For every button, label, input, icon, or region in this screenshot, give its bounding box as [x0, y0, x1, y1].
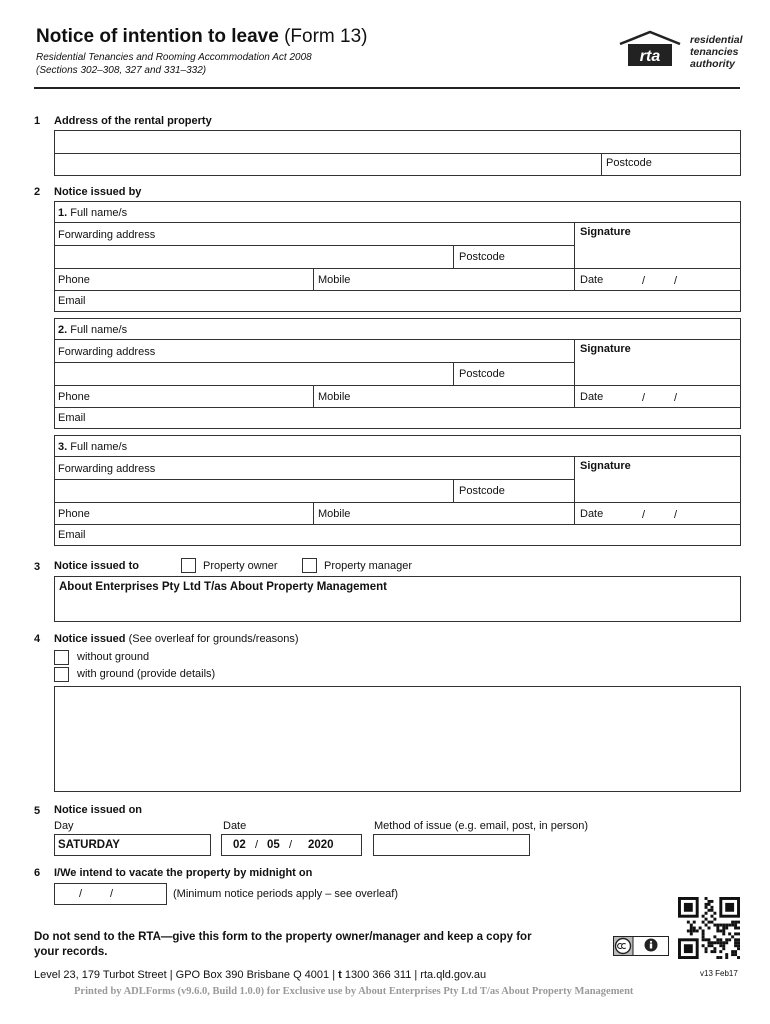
tenant-1-signature-label: [580, 226, 631, 238]
tenant-1-mobile-divider: [313, 268, 314, 290]
logo-wordmark: [690, 34, 743, 70]
logo-line-3: authority: [690, 58, 735, 70]
tenant-2-signature-field[interactable]: [576, 359, 739, 385]
with-ground-checkbox[interactable]: [54, 667, 69, 682]
vacate-date-field[interactable]: [54, 883, 167, 905]
issue-date-sep-1: /: [255, 839, 259, 851]
property-address-line-2-field[interactable]: [55, 154, 601, 176]
creative-commons-badge: [613, 936, 669, 956]
tenant-1-signature-field[interactable]: [576, 242, 739, 268]
issue-date-day: 02: [233, 839, 246, 851]
property-owner-checkbox[interactable]: [181, 558, 196, 573]
tenant-1-postcode-divider: [453, 245, 454, 268]
tenant-2-index: 2.: [58, 324, 68, 336]
tenant-2-forwarding-line-2-field[interactable]: [55, 363, 453, 385]
section-6-heading: I/We intend to vacate the property by midnight on: [54, 867, 313, 879]
tenant-3-signature-field[interactable]: [576, 476, 739, 502]
rta-contact-line: [34, 969, 486, 981]
tenant-3-email-field[interactable]: [95, 525, 739, 545]
tenant-2-postcode-divider: [453, 362, 454, 385]
recipient-field[interactable]: [54, 576, 741, 622]
issue-date-month: 05: [267, 839, 280, 851]
tenant-1-fullname-label: [58, 207, 127, 219]
act-line-1: Residential Tenancies and Rooming Accommodation Act 2008: [36, 52, 312, 63]
tenant-3-divider: [55, 456, 740, 457]
section-4-number: 4: [34, 633, 41, 645]
property-owner-label: Property owner: [203, 560, 278, 572]
tenant-1-email-label: Email: [58, 295, 86, 307]
section-1-heading: Address of the rental property: [54, 115, 212, 127]
section-1-number: 1: [34, 115, 41, 127]
tenant-3-mobile-divider: [313, 502, 314, 524]
tenant-1-date-sep-1: /: [642, 275, 646, 287]
tenant-1-phone-label: Phone: [58, 274, 90, 286]
act-reference: [36, 51, 312, 77]
section-6-number: 6: [34, 867, 41, 879]
tenant-2-date-sep-2: /: [674, 392, 678, 404]
tenant-2-date-sep-1: /: [642, 392, 646, 404]
without-ground-label: without ground: [77, 651, 150, 663]
qr-code: [678, 897, 740, 959]
tenant-2-date-field[interactable]: [610, 386, 739, 406]
form-version: v13 Feb17: [700, 969, 738, 978]
tenant-3-fullname-text: Full name/s: [70, 441, 128, 453]
tenant-2-fullname-text: Full name/s: [70, 324, 128, 336]
recipient-value: About Enterprises Pty Ltd T/as About Property Management: [59, 581, 388, 593]
tenant-3-date-sep-1: /: [642, 509, 646, 521]
tenant-2-divider: [55, 339, 740, 340]
tenant-1-phone-field[interactable]: [100, 269, 313, 289]
tenant-3-date-sep-2: /: [674, 509, 678, 521]
tenant-3-block: [54, 435, 741, 546]
property-postcode-label: Postcode: [606, 157, 652, 169]
tenant-1-index: 1.: [58, 207, 68, 219]
section-5-number: 5: [34, 805, 41, 817]
section-3-number: 3: [34, 561, 41, 573]
without-ground-checkbox[interactable]: [54, 650, 69, 665]
issue-date-sep-2: /: [289, 839, 293, 851]
tenant-1-fullname-text: Full name/s: [70, 207, 128, 219]
property-manager-checkbox[interactable]: [302, 558, 317, 573]
property-manager-label: Property manager: [324, 560, 413, 572]
tenant-1-mobile-field[interactable]: [360, 269, 573, 289]
tenant-1-date-sep-2: /: [674, 275, 678, 287]
tenant-1-forwarding-field[interactable]: [165, 224, 573, 244]
tenant-2-mobile-divider: [313, 385, 314, 407]
tenant-1-postcode-label: Postcode: [459, 251, 505, 263]
logo-mark: rta: [639, 48, 661, 65]
property-address-box: [54, 130, 741, 176]
printed-by-watermark: Printed by ADLForms (v9.6.0, Build 1.0.0) for Exclusive use by About Enterprises Pty Ltd T/as About Property Management: [74, 986, 634, 997]
day-label: Day: [54, 820, 74, 832]
tenant-2-signature-label: [580, 343, 631, 355]
tenant-1-email-field[interactable]: [95, 291, 739, 311]
tenant-1-forwarding-line-2-field[interactable]: [55, 246, 453, 268]
tenant-1-signature-text: Signature: [580, 226, 631, 238]
property-address-line-1-field[interactable]: [55, 131, 740, 153]
tenant-1-date-label: Date: [580, 274, 604, 286]
tenant-2-forwarding-field[interactable]: [165, 341, 573, 361]
tenant-2-date-label: Date: [580, 391, 604, 403]
tenant-3-fullname-field[interactable]: [205, 437, 739, 455]
section-5-heading: Notice issued on: [54, 804, 143, 816]
tenant-3-forwarding-field[interactable]: [165, 458, 573, 478]
section-4-heading: [54, 633, 299, 645]
tenant-2-forwarding-label: Forwarding address: [58, 346, 156, 358]
tenant-2-fullname-label: [58, 324, 127, 336]
tenant-2-fullname-field[interactable]: [205, 320, 739, 338]
tenant-2-block: [54, 318, 741, 429]
title-main: Notice of intention to leave: [36, 26, 279, 47]
issue-date-year: 2020: [308, 839, 334, 851]
with-ground-label: with ground (provide details): [77, 668, 216, 680]
postcode-divider: [601, 153, 602, 176]
notice-period-note: (Minimum notice periods apply – see overleaf): [173, 888, 398, 900]
tenant-3-forwarding-line-2-field[interactable]: [55, 480, 453, 502]
tenant-3-mobile-field[interactable]: [360, 503, 573, 523]
tenant-3-fullname-label: [58, 441, 127, 453]
tenant-2-postcode-label: Postcode: [459, 368, 505, 380]
tenant-1-mobile-label: Mobile: [318, 274, 351, 286]
tenant-3-signature-label: [580, 460, 631, 472]
tenant-1-divider: [55, 222, 740, 223]
section-4-heading-note: (See overleaf for grounds/reasons): [128, 633, 299, 645]
section-2-heading: Notice issued by: [54, 186, 142, 198]
logo-line-2: tenancies: [690, 46, 739, 58]
section-3-heading: Notice issued to: [54, 560, 139, 572]
day-field[interactable]: [54, 834, 211, 856]
tenant-3-date-field[interactable]: [610, 503, 739, 523]
tenant-2-signature-text: Signature: [580, 343, 631, 355]
issue-date-field[interactable]: [221, 834, 362, 856]
issue-date-label: Date: [223, 820, 247, 832]
method-of-issue-field[interactable]: [373, 834, 530, 856]
tenant-2-signature-divider: [574, 339, 575, 407]
tenant-2-mobile-label: Mobile: [318, 391, 351, 403]
vacate-date-sep-1: /: [79, 888, 83, 900]
tenant-3-mobile-label: Mobile: [318, 508, 351, 520]
vacate-date-sep-2: /: [110, 888, 114, 900]
tenant-2-mobile-field[interactable]: [360, 386, 573, 406]
section-2-number: 2: [34, 186, 41, 198]
tenant-3-signature-text: Signature: [580, 460, 631, 472]
tenant-1-fullname-field[interactable]: [205, 203, 739, 221]
tenant-3-postcode-divider: [453, 479, 454, 502]
section-4-heading-text: Notice issued: [54, 633, 126, 645]
tenant-2-phone-label: Phone: [58, 391, 90, 403]
tenant-3-signature-divider: [574, 456, 575, 524]
tenant-3-phone-field[interactable]: [100, 503, 313, 523]
tenant-3-phone-label: Phone: [58, 508, 90, 520]
tenant-1-forwarding-label: Forwarding address: [58, 229, 156, 241]
logo-line-1: residential: [690, 34, 743, 46]
tenant-1-block: [54, 201, 741, 312]
method-of-issue-label: Method of issue (e.g. email, post, in person): [374, 820, 588, 832]
tenant-3-index: 3.: [58, 441, 68, 453]
header-divider: [34, 87, 740, 89]
tenant-2-phone-field[interactable]: [100, 386, 313, 406]
form-title: [36, 26, 368, 48]
tenant-3-forwarding-label: Forwarding address: [58, 463, 156, 475]
tenant-3-postcode-label: Postcode: [459, 485, 505, 497]
act-line-2: (Sections 302–308, 327 and 331–332): [36, 65, 207, 76]
tenant-2-email-label: Email: [58, 412, 86, 424]
tenant-2-email-field[interactable]: [95, 408, 739, 428]
title-form-number: (Form 13): [284, 26, 368, 47]
day-value: SATURDAY: [58, 839, 120, 851]
tenant-1-signature-divider: [574, 222, 575, 290]
rta-address: Level 23, 179 Turbot Street | GPO Box 390 Brisbane Q 4001 |: [34, 969, 336, 981]
rta-phone-web: 1300 366 311 | rta.qld.gov.au: [344, 969, 487, 981]
do-not-send-warning: Do not send to the RTA—give this form to the property owner/manager and keep a copy for your records.: [34, 931, 532, 958]
tenant-3-email-label: Email: [58, 529, 86, 541]
phone-prefix: t: [338, 969, 342, 981]
tenant-1-date-field[interactable]: [610, 269, 739, 289]
tenant-3-date-label: Date: [580, 508, 604, 520]
ground-details-field[interactable]: [54, 686, 741, 792]
